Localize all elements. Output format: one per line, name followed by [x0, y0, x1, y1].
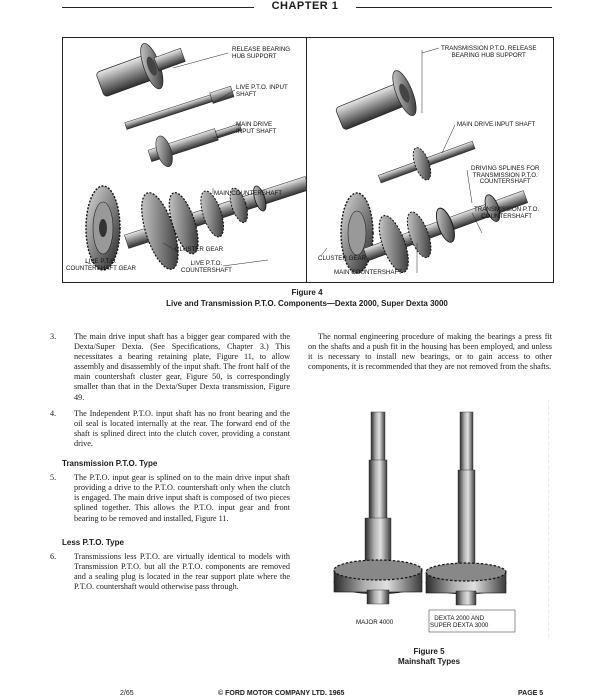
trans-pto-release-hub — [331, 68, 421, 142]
header-rule-right — [356, 7, 552, 8]
label-release-bearing-hub-support: RELEASE BEARING HUB SUPPORT — [232, 46, 291, 60]
list-item — [50, 551, 290, 592]
label-cluster-gear-right: CLUSTER GEAR — [318, 255, 367, 262]
item-number: 6. — [50, 551, 57, 561]
item-number: 4. — [50, 408, 57, 418]
label-live-pto-input-shaft: LIVE P.T.O. INPUT SHAFT — [236, 84, 288, 98]
shaft-major-4000 — [334, 412, 422, 604]
footer-date: 2/65 — [120, 690, 134, 697]
label-cluster-gear: CLUSTER GEAR — [175, 246, 224, 253]
footer-page-number: PAGE 5 — [518, 690, 544, 697]
label-main-drive-input-shaft: MAIN DRIVE INPUT SHAFT — [236, 121, 277, 135]
item-text: The Independent P.T.O. input shaft has no front bearing and the oil seal is located internally at the rear. The forward end of the shaft is splined direct into the clutch cover, providing a constant drive. — [74, 408, 290, 448]
list-item — [50, 332, 290, 403]
section-heading-less-pto: Less P.T.O. Type — [62, 537, 124, 547]
figure-4-right-illustration — [307, 38, 551, 281]
label-driving-splines: DRIVING SPLINES FOR TRANSMISSION P.T.O. COUNTERSHAFT — [471, 165, 540, 186]
label-transmission-pto-release-hub: TRANSMISSION P.T.O. RELEASE BEARING HUB SUPPORT — [441, 45, 537, 59]
body-paragraph: The normal engineering procedure of making the bearings a press fit on the shafts and a push fit in the housing has been employed, and unless it is necessary to install new bearings, or to gain access to other components, it is recommended that they are not removed from the shafts. — [308, 332, 552, 372]
label-main-countershaft-right: MAIN COUNTERSHAFT — [334, 269, 403, 276]
item-number: 3. — [50, 332, 57, 341]
figure-4-caption: Live and Transmission P.T.O. Components—Dexta 2000, Super Dexta 3000 — [166, 299, 448, 308]
chapter-heading: CHAPTER 1 — [271, 0, 339, 12]
figure-5-title: Figure 5 — [413, 647, 445, 656]
figure-4-left-illustration — [63, 38, 306, 281]
right-column — [308, 332, 552, 378]
release-bearing-hub — [92, 38, 191, 108]
figure-4-title: Figure 4 — [291, 288, 323, 297]
label-main-drive-input-shaft-right: MAIN DRIVE INPUT SHAFT — [457, 121, 536, 128]
label-transmission-pto-countershaft: TRANSMISSION P.T.O. COUNTERSHAFT — [474, 206, 540, 220]
live-pto-input-shaft — [124, 86, 234, 131]
item-number: 5. — [50, 473, 57, 483]
item-text: The main drive input shaft has a bigger gear compared with the Dexta/Super Dexta. (See Specifications, Chapter 3.) This necessitates a bearing retaining plate, Figure 11, to allow assembly and disassembly of the input shaft. The front half of the main countershaft cluster gear, Figure 50, is correspondingly smaller than that in the Dexta/Super Dexta transmission, Figure 49. — [74, 332, 290, 402]
label-major-4000: MAJOR 4000 — [356, 619, 394, 626]
left-column — [50, 332, 290, 598]
header-rule-left — [62, 7, 254, 8]
list-item — [50, 473, 290, 523]
main-drive-input-shaft-right — [374, 129, 480, 195]
label-dexta-2000-super-dexta-3000: DEXTA 2000 AND SUPER DEXTA 3000 — [430, 615, 489, 629]
section-heading-transmission-pto: Transmission P.T.O. Type — [62, 459, 158, 469]
label-main-countershaft: MAIN COUNTERSHAFT — [214, 190, 283, 197]
main-drive-input-shaft — [145, 111, 245, 171]
label-live-pto-countershaft-gear: LIVE P.T.O. COUNTERSHAFT GEAR — [66, 258, 137, 272]
item-text: Transmissions less P.T.O. are virtually identical to models with Transmission P.T.O. but all the P.T.O. components are removed and a sealing plug is located in the rear support plate where the P.T.O. countershaft would otherwise pass through. — [74, 551, 290, 591]
shaft-dexta — [426, 412, 506, 605]
list-item — [50, 408, 290, 449]
label-live-pto-countershaft: LIVE P.T.O. COUNTERSHAFT — [181, 260, 232, 274]
item-text: The P.T.O. input gear is splined on to the main drive input shaft providing a drive to the P.T.O. countershaft only when the clutch is engaged. The main drive input shaft is composed of two pieces splined together. This allows the P.T.O. input gear and front bearing to be removed and installed, Figure 11. — [74, 473, 290, 523]
figure-5-illustration — [307, 400, 549, 644]
figure-5-caption: Mainshaft Types — [397, 657, 461, 666]
footer-copyright: © FORD MOTOR COMPANY LTD. 1965 — [218, 690, 345, 697]
